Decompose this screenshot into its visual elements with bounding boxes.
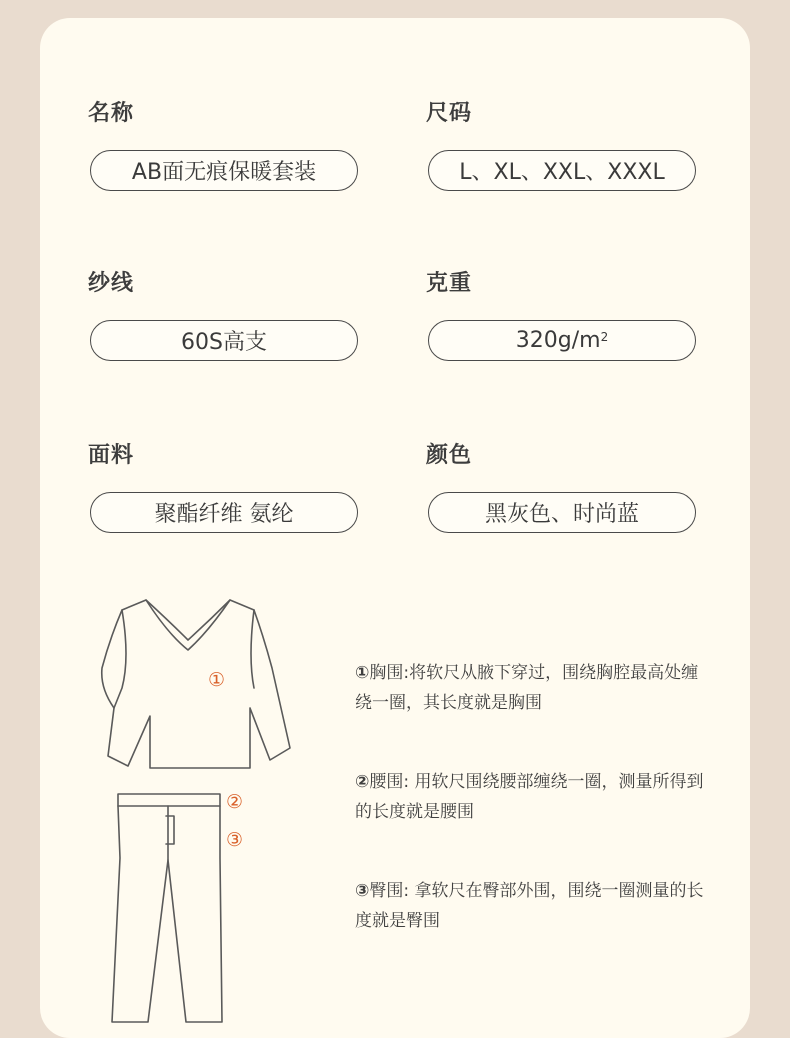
spec-value-name-text: AB面无痕保暖套装 bbox=[131, 160, 317, 185]
spec-label-fabric: 面料 bbox=[88, 443, 135, 468]
spec-value-size-text: L、XL、XXL、XXXL bbox=[459, 160, 665, 185]
note-waist-title: 腰围: bbox=[369, 772, 410, 792]
spec-value-weight-text: 320g/m bbox=[515, 328, 601, 353]
spec-value-weight bbox=[428, 320, 696, 361]
marker-chest: ① bbox=[208, 669, 226, 691]
spec-value-fabric bbox=[90, 492, 358, 533]
spec-value-color-text: 黑灰色、时尚蓝 bbox=[484, 502, 639, 527]
shirt-sleeve-seam-right bbox=[251, 610, 254, 688]
spec-value-yarn-text: 60S高支 bbox=[181, 330, 267, 355]
note-chest bbox=[355, 658, 715, 718]
spec-label-color: 颜色 bbox=[426, 443, 473, 468]
spec-value-yarn bbox=[90, 320, 358, 361]
marker-waist: ② bbox=[226, 791, 244, 813]
marker-hip: ③ bbox=[226, 829, 244, 851]
pants-outline bbox=[112, 806, 222, 1022]
spec-value-weight-sup: 2 bbox=[600, 329, 609, 344]
note-waist-marker: ② bbox=[355, 772, 370, 792]
note-hip bbox=[355, 876, 715, 936]
note-hip-title: 臀围: bbox=[369, 881, 410, 901]
spec-label-weight: 克重 bbox=[426, 271, 473, 296]
note-chest-marker: ① bbox=[355, 663, 370, 683]
spec-value-fabric-text: 聚酯纤维 氨纶 bbox=[154, 502, 294, 527]
note-waist-text: 用软尺围绕腰部缠绕一圈，测量所得到的长度就是腰围 bbox=[355, 772, 704, 822]
spec-label-size: 尺码 bbox=[426, 101, 473, 126]
shirt-outline bbox=[102, 600, 290, 768]
note-chest-text: 将软尺从腋下穿过，围绕胸腔最高处缠绕一圈，其长度就是胸围 bbox=[355, 663, 699, 713]
note-hip-text: 拿软尺在臀部外围，围绕一圈测量的长度就是臀围 bbox=[355, 881, 704, 931]
shirt-collar-inner bbox=[146, 600, 230, 650]
spec-value-color bbox=[428, 492, 696, 533]
spec-value-size bbox=[428, 150, 696, 191]
spec-card bbox=[40, 18, 750, 1038]
spec-label-yarn: 纱线 bbox=[88, 271, 135, 296]
note-chest-title: 胸围: bbox=[369, 663, 410, 683]
spec-label-name: 名称 bbox=[88, 101, 135, 126]
note-waist bbox=[355, 767, 715, 827]
note-hip-marker: ③ bbox=[355, 881, 370, 901]
spec-value-name bbox=[90, 150, 358, 191]
pants-waistband bbox=[118, 794, 220, 806]
garment-measurement-figure bbox=[90, 598, 310, 1028]
